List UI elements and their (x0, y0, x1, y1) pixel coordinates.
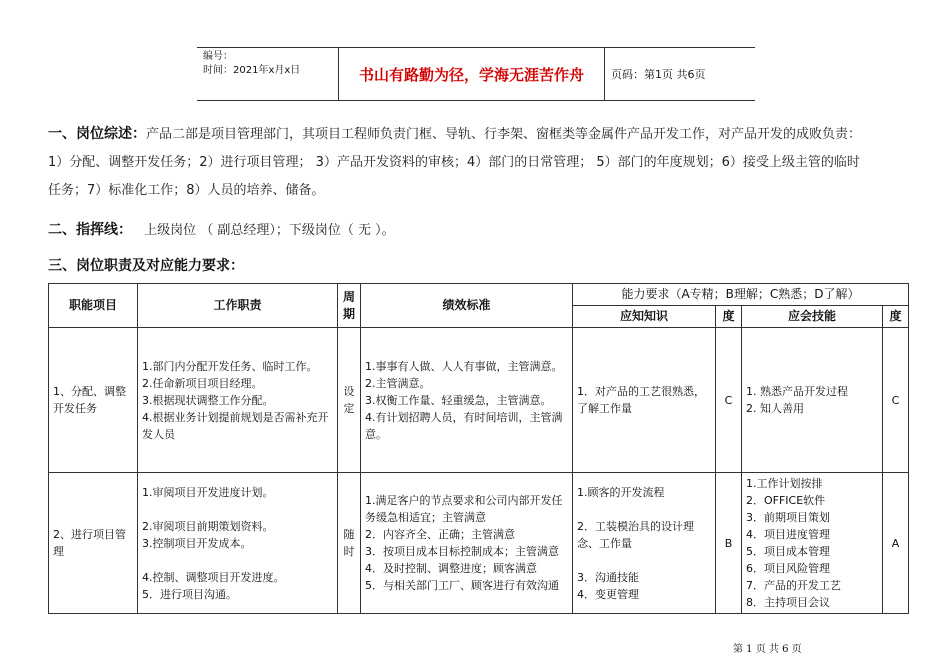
motto: 书山有路勤为径，学海无涯苦作舟 (339, 48, 605, 100)
header-meta (197, 48, 339, 100)
knowledge-cell-line (577, 501, 711, 518)
knowledge-cell-line: 3．沟通技能 (577, 570, 639, 584)
standards-cell-line: 1.事事有人做、人人有事做，主管满意。 (365, 359, 563, 373)
duties-cell (138, 328, 338, 473)
duties-cell-line: 1.审阅项目开发进度计划。 (142, 485, 274, 499)
knowledge-cell-line: 2．工装模治具的设计理念、工作量 (577, 519, 694, 550)
skills-degree-cell: C (883, 328, 909, 473)
standards-cell-line: 4．及时控制、调整进度；顾客满意 (365, 562, 537, 575)
section1-line3: 任务；7）标准化工作；8）人员的培养、储备。 (48, 183, 325, 198)
standards-cell (361, 328, 573, 473)
skills-cell-line: 4．项目进度管理 (746, 528, 830, 541)
skills-cell (742, 328, 883, 473)
standards-cell-line: 5．与相关部门工厂、顾客进行有效沟通 (365, 579, 559, 592)
function-item-cell: 1、分配、调整开发任务 (49, 328, 138, 473)
standards-cell-line: 4.有计划招聘人员，有时间培训，主管满意。 (365, 410, 563, 441)
duties-cell-line: 5．进行项目沟通。 (142, 587, 237, 601)
skills-cell-line: 7．产品的开发工艺 (746, 579, 841, 592)
knowledge-degree-cell: B (716, 473, 742, 614)
skills-cell-line: 3．前期项目策划 (746, 511, 830, 524)
page-footer: 第 1 页 共 6 页 (733, 644, 802, 655)
skills-cell (742, 473, 883, 614)
duties-cell-line: 3.控制项目开发成本。 (142, 536, 252, 550)
duties-cell-line: 4.控制、调整项目开发进度。 (142, 570, 285, 584)
section-overview (48, 120, 861, 205)
header-cycle: 周期 (338, 284, 361, 328)
skills-cell-line: 2．OFFICE软件 (746, 494, 826, 507)
cycle-cell: 设定 (338, 328, 361, 473)
section1-line2: 1）分配、调整开发任务；2）进行项目管理； 3）产品开发资料的审核；4）部门的日常管理； 5）部门的年度规划；6）接受上级主管的临时 (48, 155, 860, 170)
header-skills: 应会技能 (742, 306, 883, 328)
knowledge-cell (573, 328, 716, 473)
code-label: 编号： (203, 51, 233, 62)
duties-cell-line: 2.审阅项目前期策划资料。 (142, 519, 274, 533)
duties-cell (138, 473, 338, 614)
duties-cell-line (142, 501, 333, 518)
section-duties (48, 252, 244, 281)
header-function-item: 职能项目 (49, 284, 138, 328)
section1-line1: 产品二部是项目管理部门，其项目工程师负责门框、导轨、行李架、窗框类等金属件产品开发工作，对产品开发的成败负责： (146, 127, 862, 142)
header-knowledge: 应知知识 (573, 306, 716, 328)
header-ability: 能力要求（A专精；B理解；C熟悉；D了解） (573, 284, 909, 306)
duties-cell-line: 3.根据现状调整工作分配。 (142, 393, 274, 407)
header-duties: 工作职责 (138, 284, 338, 328)
duties-cell-line: 1.部门内分配开发任务、临时工作。 (142, 359, 318, 373)
skills-cell-line: 1. 熟悉产品开发过程 (746, 385, 848, 398)
knowledge-cell (573, 473, 716, 614)
skills-cell-line: 1.工作计划按排 (746, 477, 823, 490)
table-row (49, 328, 909, 473)
page-label: 页码：第1页 共6页 (611, 68, 706, 81)
section2-heading: 二、指挥线： (48, 222, 132, 238)
knowledge-cell-line: 1.顾客的开发流程 (577, 485, 665, 499)
duties-cell-line (142, 552, 333, 569)
section1-heading: 一、岗位综述： (48, 126, 146, 142)
knowledge-cell-line (577, 552, 711, 569)
standards-cell-line: 2.主管满意。 (365, 376, 431, 390)
section3-heading: 三、岗位职责及对应能力要求： (48, 258, 244, 274)
knowledge-cell-line: 4．变更管理 (577, 587, 639, 601)
standards-cell-line: 1.满足客户的节点要求和公司内部开发任务缓急相适宜；主管满意 (365, 494, 563, 524)
section-command-line (48, 216, 395, 245)
skills-cell-line: 5．项目成本管理 (746, 545, 830, 558)
cycle-cell: 随时 (338, 473, 361, 614)
page-header (197, 47, 755, 101)
time-label: 时间：2021年x月x日 (203, 65, 301, 76)
section2-text: 上级岗位 （ 副总经理）；下级岗位（ 无 ）。 (144, 223, 395, 238)
knowledge-cell-line: 1．对产品的工艺很熟悉，了解工作量 (577, 385, 705, 415)
header-degree2: 度 (883, 306, 909, 328)
table-row (49, 473, 909, 614)
skills-degree-cell: A (883, 473, 909, 614)
header-standards: 绩效标准 (361, 284, 573, 328)
standards-cell (361, 473, 573, 614)
function-item-cell: 2、进行项目管理 (49, 473, 138, 614)
knowledge-degree-cell: C (716, 328, 742, 473)
duty-table (48, 283, 909, 614)
skills-cell-line: 8．主持项目会议 (746, 596, 830, 609)
header-degree1: 度 (716, 306, 742, 328)
standards-cell-line: 3.权衡工作量、轻重缓急，主管满意。 (365, 393, 552, 407)
standards-cell-line: 2．内容齐全、正确；主管满意 (365, 528, 515, 541)
skills-cell-line: 6．项目风险管理 (746, 562, 830, 575)
duties-cell-line: 2.任命新项目项目经理。 (142, 376, 263, 390)
skills-cell-line: 2. 知人善用 (746, 402, 804, 415)
standards-cell-line: 3．按项目成本目标控制成本；主管满意 (365, 545, 559, 558)
duties-cell-line: 4.根据业务计划提前规划是否需补充开发人员 (142, 410, 329, 441)
